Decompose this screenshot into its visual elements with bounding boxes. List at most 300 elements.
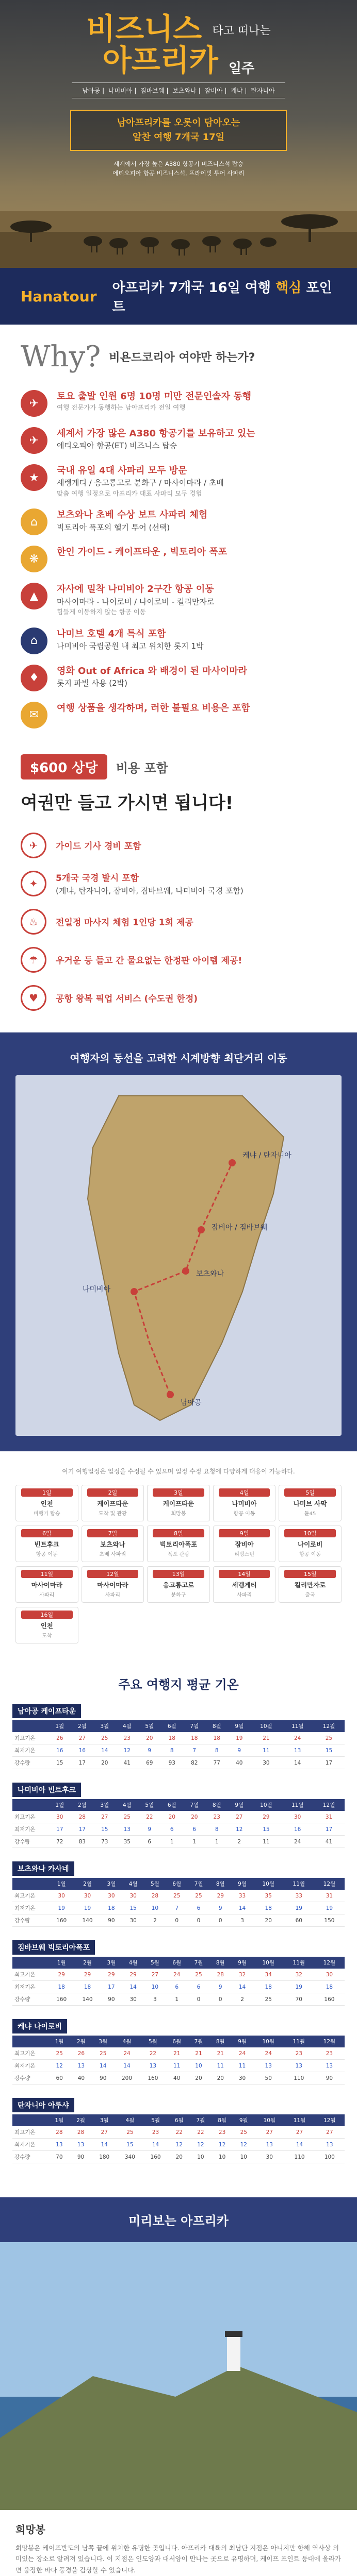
- why-item-text: [57, 583, 214, 617]
- climate-row: [12, 1811, 345, 1823]
- benefit-text: [56, 991, 198, 1004]
- climate-cell: 1: [161, 1836, 184, 1848]
- why-item-detail: 나미비아 국립공원 내 최고 위치한 롯지 1박: [57, 641, 204, 651]
- day-highlight: 분화구: [171, 1592, 186, 1599]
- day-highlight: 초베 사파리: [99, 1552, 126, 1558]
- climate-cell: 140: [74, 1914, 100, 1927]
- why-item-text: [57, 702, 250, 715]
- climate-cell: 13: [315, 2139, 345, 2151]
- why-item-title: 국내 유일 4대 사파리 모두 방문: [57, 465, 187, 476]
- climate-row: [12, 1914, 345, 1927]
- why-item-text: [57, 464, 224, 498]
- climate-cell: 17: [48, 1823, 71, 1836]
- climate-month: 9월: [231, 1878, 253, 1890]
- climate-cell: 19: [314, 1902, 345, 1914]
- climate-cell: 3: [231, 1914, 253, 1927]
- climate-month: 8월: [209, 1878, 231, 1890]
- benefit-detail: (케냐, 탄자니아, 잠비아, 짐바브웨, 나미비아 국경 포함): [56, 886, 244, 896]
- climate-row: [12, 2139, 345, 2151]
- climate-cell: 27: [71, 1732, 94, 1744]
- climate-cell: 32: [231, 1969, 253, 1981]
- schedule-day: [15, 1566, 78, 1603]
- climate-cell: 11: [209, 2060, 231, 2072]
- climate-cell: 23: [284, 2047, 314, 2060]
- climate-month: 6월: [166, 2036, 188, 2047]
- climate-cell: 2: [144, 1914, 166, 1927]
- climate-cell: 9: [138, 1823, 161, 1836]
- route-title: 여행자의 동선을 고려한 시계방향 최단거리 이동: [70, 1052, 287, 1064]
- day-highlight: 사파리: [39, 1592, 55, 1599]
- climate-cell: 13: [253, 2060, 284, 2072]
- benefit-item: [21, 903, 336, 941]
- climate-cell: 160: [48, 1993, 74, 2006]
- climate-cell: 14: [282, 1757, 313, 1769]
- climate-month: 10월: [253, 2036, 284, 2047]
- day-number: 5일: [284, 1488, 336, 1497]
- climate-cell: 20: [168, 2151, 190, 2163]
- day-number: 12일: [87, 1570, 139, 1578]
- climate-row: [12, 1757, 345, 1769]
- climate-cell: 50: [253, 2072, 284, 2084]
- day-number: 16일: [21, 1611, 73, 1619]
- day-highlight: 리빙스턴: [234, 1552, 254, 1558]
- day-city: 빅토리아폭포: [159, 1540, 198, 1549]
- climate-cell: 14: [122, 1981, 144, 1993]
- climate-cell: 23: [116, 1732, 139, 1744]
- climate-cell: 25: [48, 2047, 70, 2060]
- hero-box-line1: 남아프리카를 오롯이 담아오는: [117, 117, 240, 128]
- why-word: Why?: [21, 340, 101, 374]
- climate-cell: 90: [314, 2072, 345, 2084]
- climate-cell: 24: [166, 1969, 188, 1981]
- climate-month: 3월: [92, 2036, 114, 2047]
- climate-cell: 9: [209, 1902, 231, 1914]
- day-highlight: 도착: [42, 1633, 52, 1639]
- benefit-title: 전일정 마사지 체험 1인당 1회 제공: [56, 918, 193, 928]
- schedule-day: [213, 1485, 276, 1521]
- climate-month: 6월: [166, 1957, 188, 1969]
- benefit-icon: ♥: [21, 985, 46, 1011]
- climate-row: [12, 2151, 345, 2163]
- climate-row: [12, 2126, 345, 2139]
- climate-cell: 40: [166, 2072, 188, 2084]
- climate-month: 4월: [122, 1957, 144, 1969]
- climate-row-label: 최저기온: [12, 1744, 48, 1757]
- why-item-title: 영화 Out of Africa 와 배경이 된 마사이마라: [57, 665, 248, 676]
- climate-cell: 40: [70, 2072, 92, 2084]
- climate-cell: 24: [231, 2047, 253, 2060]
- climate-row-label: 강수량: [12, 1993, 48, 2006]
- schedule-day: [279, 1526, 342, 1562]
- why-item-title: 토요 출발 인원 6명 10명 미만 전문인솔자 동행: [57, 391, 252, 402]
- climate-month: 10월: [251, 1799, 282, 1811]
- benefit-icon: ☂: [21, 947, 46, 973]
- why-item-detail: 에티오피아 항공(ET) 비즈니스 탑승: [57, 441, 177, 451]
- climate-cell: 21: [209, 2047, 231, 2060]
- hero-city: 남아공: [82, 87, 101, 94]
- climate-month: 2월: [74, 1957, 100, 1969]
- climate-block: [12, 1704, 345, 1769]
- climate-month: 2월: [71, 1799, 94, 1811]
- spot-name-cape: 희망봉: [15, 2523, 45, 2536]
- schedule-day: [147, 1485, 210, 1521]
- climate-month: 4월: [114, 2036, 140, 2047]
- day-number: 7일: [87, 1529, 139, 1537]
- schedule-day: [147, 1526, 210, 1562]
- climate-cell: 17: [313, 1757, 345, 1769]
- why-item-icon: ❋: [21, 546, 47, 572]
- preview-section: [0, 2197, 357, 2576]
- climate-corner: [12, 1878, 48, 1890]
- hero-note-line2: 에티오피아 항공 비즈니스석, 프라이빗 투어 사파리: [112, 169, 245, 177]
- day-number: 1일: [21, 1488, 73, 1497]
- climate-cell: 19: [228, 1732, 251, 1744]
- map-label-kenya: 케냐 / 탄자니아: [242, 1151, 291, 1160]
- why-question: 비욘드코리아 여야만 하는가?: [109, 351, 255, 364]
- climate-cell: 28: [70, 2126, 92, 2139]
- climate-cell: 28: [48, 2126, 70, 2139]
- climate-month: 6월: [168, 2114, 190, 2126]
- day-highlight: 비행기 탑승: [34, 1511, 60, 1517]
- why-item-icon: ✉: [21, 702, 47, 728]
- climate-cell: 140: [74, 1993, 100, 2006]
- climate-cell: 27: [284, 2126, 314, 2139]
- climate-month: 8월: [206, 1720, 229, 1732]
- climate-cell: 8: [161, 1744, 184, 1757]
- climate-cell: 0: [188, 1914, 209, 1927]
- climate-cell: 35: [116, 1836, 139, 1848]
- day-number: 15일: [284, 1570, 336, 1578]
- climate-cell: 11: [231, 2060, 253, 2072]
- climate-cell: 15: [122, 1902, 144, 1914]
- benefits-title: 여권만 들고 가시면 됩니다!: [21, 792, 234, 814]
- why-item-title: 자사에 밀착 나미비아 2구간 항공 이동: [57, 584, 214, 595]
- climate-cell: 17: [101, 1981, 122, 1993]
- climate-row: [12, 1744, 345, 1757]
- climate-month: 5월: [144, 1957, 166, 1969]
- climate-cell: 10: [190, 2151, 212, 2163]
- climate-month: 6월: [161, 1720, 184, 1732]
- climate-cell: 14: [114, 2060, 140, 2072]
- climate-cell: 100: [315, 2151, 345, 2163]
- climate-month: 7월: [188, 1957, 209, 1969]
- day-highlight: 도착 및 관광: [99, 1511, 127, 1517]
- hero-banner: [0, 0, 357, 268]
- climate-row-label: 최저기온: [12, 2060, 48, 2072]
- climate-month: 5월: [138, 1799, 161, 1811]
- climate-city-name: 짐바브웨 빅토리아폭포: [12, 1940, 95, 1955]
- climate-month: 10월: [254, 2114, 284, 2126]
- climate-row-label: 최고기온: [12, 1811, 48, 1823]
- benefits-section: [0, 739, 357, 1032]
- route-point-botswana: [182, 1267, 189, 1275]
- climate-cell: 15: [93, 1823, 116, 1836]
- benefit-badge-suffix: 비용 포함: [116, 760, 168, 775]
- climate-month: 10월: [253, 1878, 284, 1890]
- climate-cell: 180: [91, 2151, 117, 2163]
- cape-illustration: [0, 2242, 357, 2510]
- climate-cell: 17: [71, 1757, 94, 1769]
- climate-month: 6월: [161, 1799, 184, 1811]
- climate-city-name: 보츠와나 카사네: [12, 1861, 74, 1876]
- climate-title: 주요 여행지 평균 기온: [118, 1677, 239, 1692]
- climate-cell: 150: [314, 1914, 345, 1927]
- climate-month: 1월: [48, 1957, 74, 1969]
- climate-cell: 10: [188, 2060, 209, 2072]
- climate-cell: 29: [48, 1969, 74, 1981]
- why-item-note: 힘들게 이동하지 않는 항공 이동: [57, 608, 146, 616]
- hero-city: 나미비아: [108, 87, 133, 94]
- climate-month: 1월: [48, 2114, 70, 2126]
- climate-cell: 14: [284, 2139, 314, 2151]
- climate-month: 1월: [48, 2036, 70, 2047]
- climate-month: 1월: [48, 1878, 74, 1890]
- climate-cell: 160: [48, 1914, 74, 1927]
- why-item-title: 여행 상품을 생각하며, 러한 불필요 비용은 포함: [57, 702, 250, 714]
- climate-month: 5월: [144, 1878, 166, 1890]
- climate-month: 12월: [313, 1720, 345, 1732]
- schedule-grid: [15, 1485, 342, 1643]
- day-city: 보츠와나: [100, 1540, 125, 1549]
- climate-cell: 0: [209, 1914, 231, 1927]
- climate-cell: 27: [228, 1811, 251, 1823]
- map-label-zambia: 잠비아 / 짐바브웨: [212, 1223, 268, 1232]
- climate-cell: 40: [228, 1757, 251, 1769]
- climate-month: 9월: [231, 1957, 253, 1969]
- schedule-day: [82, 1526, 144, 1562]
- climate-cell: 9: [209, 1981, 231, 1993]
- climate-cell: 31: [313, 1811, 345, 1823]
- benefit-text: [56, 871, 244, 896]
- climate-row: [12, 1732, 345, 1744]
- climate-month: 1월: [48, 1720, 71, 1732]
- hero-cities: 남아공 | 나미비아 | 짐바브웨 | 보츠와나 | 잠비아 | 케냐 | 탄자니아: [72, 82, 285, 98]
- climate-cell: 0: [188, 1993, 209, 2006]
- climate-cell: 7: [166, 1902, 188, 1914]
- climate-cell: 29: [74, 1969, 100, 1981]
- climate-month: 2월: [70, 2036, 92, 2047]
- climate-city-name: 케냐 나이로비: [12, 2019, 67, 2033]
- climate-cell: 30: [122, 1890, 144, 1902]
- climate-month: 11월: [282, 1720, 313, 1732]
- climate-cell: 70: [48, 2151, 70, 2163]
- climate-cell: 10: [233, 2151, 254, 2163]
- climate-cell: 6: [166, 1981, 188, 1993]
- climate-cell: 13: [282, 1744, 313, 1757]
- climate-row-label: 최저기온: [12, 1823, 48, 1836]
- climate-row: [12, 2072, 345, 2084]
- climate-month: 10월: [253, 1957, 284, 1969]
- climate-cell: 1: [166, 1993, 188, 2006]
- climate-row-label: 강수량: [12, 2151, 48, 2163]
- climate-cell: 110: [284, 2151, 314, 2163]
- climate-block: [12, 1861, 345, 1927]
- climate-month: 11월: [284, 1957, 314, 1969]
- climate-cell: 6: [138, 1836, 161, 1848]
- climate-table: [12, 2036, 345, 2084]
- climate-cell: 25: [93, 1732, 116, 1744]
- climate-cell: 26: [48, 1732, 71, 1744]
- climate-cell: 15: [117, 2139, 143, 2151]
- climate-row: [12, 1890, 345, 1902]
- route-point-kenya: [229, 1159, 236, 1166]
- climate-cell: 11: [166, 2060, 188, 2072]
- climate-cell: 21: [188, 2047, 209, 2060]
- climate-row: [12, 2047, 345, 2060]
- day-highlight: 사파리: [237, 1592, 252, 1599]
- benefit-title: 공항 왕복 픽업 서비스 (수도권 한정): [56, 994, 198, 1005]
- climate-row: [12, 1981, 345, 1993]
- schedule-day: [147, 1566, 210, 1603]
- climate-cell: 18: [101, 1902, 122, 1914]
- climate-month: 8월: [209, 1957, 231, 1969]
- climate-cell: 33: [231, 1890, 253, 1902]
- climate-row: [12, 2060, 345, 2072]
- climate-cell: 18: [161, 1732, 184, 1744]
- climate-cell: 6: [183, 1823, 206, 1836]
- benefit-text: [56, 915, 193, 928]
- climate-cell: 8: [206, 1823, 229, 1836]
- benefit-text: [56, 839, 141, 852]
- climate-cell: 28: [144, 1890, 166, 1902]
- climate-row-label: 최고기온: [12, 1890, 48, 1902]
- hero-note: [0, 159, 357, 178]
- climate-cell: 12: [48, 2060, 70, 2072]
- map-label-botswana: 보츠와나: [196, 1269, 224, 1278]
- climate-cell: 30: [251, 1757, 282, 1769]
- brand-bar: [0, 268, 357, 325]
- climate-cell: 29: [251, 1811, 282, 1823]
- day-city: 케이프타운: [163, 1500, 194, 1508]
- why-item-title: 한인 가이드 - 케이프타운 , 빅토리아 폭포: [57, 547, 228, 558]
- tagline-part2: 포인트: [112, 280, 332, 315]
- brand-tagline: [112, 277, 336, 315]
- climate-row-label: 최저기온: [12, 2139, 48, 2151]
- climate-cell: 21: [251, 1732, 282, 1744]
- climate-cell: 12: [228, 1823, 251, 1836]
- hero-note-line1: 세계에서 가장 높은 A380 항공기 비즈니스석 탑승: [113, 160, 244, 167]
- climate-cell: 72: [48, 1836, 71, 1848]
- climate-cell: 20: [93, 1757, 116, 1769]
- climate-city-name: 남아공 케이프타운: [12, 1704, 81, 1718]
- spot-image-cape: [0, 2242, 357, 2510]
- route-point-zambia: [198, 1226, 205, 1233]
- climate-cell: 22: [168, 2126, 190, 2139]
- climate-month: 12월: [314, 1878, 345, 1890]
- climate-row: [12, 1969, 345, 1981]
- climate-month: 11월: [284, 2036, 314, 2047]
- climate-cell: 10: [144, 1981, 166, 1993]
- climate-cell: 27: [91, 2126, 117, 2139]
- benefit-item: [21, 865, 336, 903]
- climate-cell: 30: [48, 1811, 71, 1823]
- climate-cell: 25: [188, 1969, 209, 1981]
- climate-cell: 90: [70, 2151, 92, 2163]
- day-highlight: 항공 이동: [233, 1511, 255, 1517]
- climate-cell: 34: [253, 1969, 284, 1981]
- day-highlight: 항공 이동: [36, 1552, 58, 1558]
- climate-corner: [12, 1957, 48, 1969]
- why-item-text: [57, 390, 251, 413]
- climate-cell: 13: [70, 2139, 92, 2151]
- day-city: 인천: [40, 1500, 53, 1508]
- why-item-icon: ⌂: [21, 628, 47, 654]
- climate-month: 9월: [228, 1799, 251, 1811]
- climate-cell: 13: [254, 2139, 284, 2151]
- day-city: 세렝게티: [232, 1581, 257, 1589]
- climate-cell: 30: [122, 1993, 144, 2006]
- climate-month: 4월: [116, 1720, 139, 1732]
- climate-cell: 12: [212, 2139, 233, 2151]
- benefit-text: [56, 953, 242, 966]
- climate-cell: 23: [314, 2047, 345, 2060]
- benefit-badge: $600 상당: [21, 754, 107, 779]
- day-highlight: 폭포 관광: [168, 1552, 189, 1558]
- day-number: 9일: [219, 1529, 270, 1537]
- climate-cell: 18: [253, 1902, 284, 1914]
- climate-cell: 25: [188, 1890, 209, 1902]
- schedule-section: [0, 1451, 357, 1659]
- schedule-day: [15, 1607, 78, 1643]
- climate-cell: 90: [101, 1993, 122, 2006]
- climate-city-name: 나미비아 빈트후크: [12, 1783, 81, 1797]
- climate-cell: 93: [161, 1757, 184, 1769]
- climate-cell: 9: [228, 1744, 251, 1757]
- climate-month: 12월: [313, 1799, 345, 1811]
- climate-cell: 83: [71, 1836, 94, 1848]
- why-item: [21, 659, 336, 697]
- climate-row-label: 최고기온: [12, 1732, 48, 1744]
- why-item-detail: 마사이마라 - 나이로비 / 나이로비 - 킬리만자로: [57, 597, 215, 606]
- climate-row-label: 최고기온: [12, 2126, 48, 2139]
- climate-cell: 27: [315, 2126, 345, 2139]
- climate-month: 3월: [91, 2114, 117, 2126]
- climate-cell: 160: [314, 1993, 345, 2006]
- hero-title: [0, 13, 357, 76]
- schedule-day: [15, 1526, 78, 1562]
- climate-cell: 29: [122, 1969, 144, 1981]
- climate-row: [12, 1902, 345, 1914]
- climate-corner: [12, 2036, 48, 2047]
- why-item-icon: ▲: [21, 583, 47, 609]
- schedule-day: [279, 1566, 342, 1603]
- climate-cell: 10: [144, 1902, 166, 1914]
- savanna-illustration: [0, 180, 357, 268]
- day-highlight: 출국: [305, 1592, 315, 1599]
- climate-month: 9월: [231, 2036, 253, 2047]
- climate-month: 11월: [284, 1878, 314, 1890]
- benefit-title: 가이드 기사 경비 포함: [56, 841, 141, 852]
- climate-cell: 15: [251, 1823, 282, 1836]
- climate-cell: 8: [206, 1744, 229, 1757]
- climate-cell: 13: [284, 2060, 314, 2072]
- climate-table: [12, 1957, 345, 2006]
- climate-list: [12, 1704, 345, 2163]
- why-item-note: 여행 전문가가 동행하는 남아프리카 전일 여행: [57, 403, 186, 412]
- climate-cell: 10: [212, 2151, 233, 2163]
- climate-cell: 0: [166, 1914, 188, 1927]
- climate-cell: 70: [284, 1993, 314, 2006]
- benefit-icon: ✈: [21, 833, 46, 858]
- climate-row: [12, 1836, 345, 1848]
- climate-cell: 29: [101, 1969, 122, 1981]
- climate-cell: 11: [251, 1744, 282, 1757]
- climate-cell: 2: [231, 1993, 253, 2006]
- why-item: [21, 622, 336, 659]
- climate-month: 12월: [314, 1957, 345, 1969]
- day-highlight: 사파리: [105, 1592, 120, 1599]
- climate-table: [12, 1878, 345, 1927]
